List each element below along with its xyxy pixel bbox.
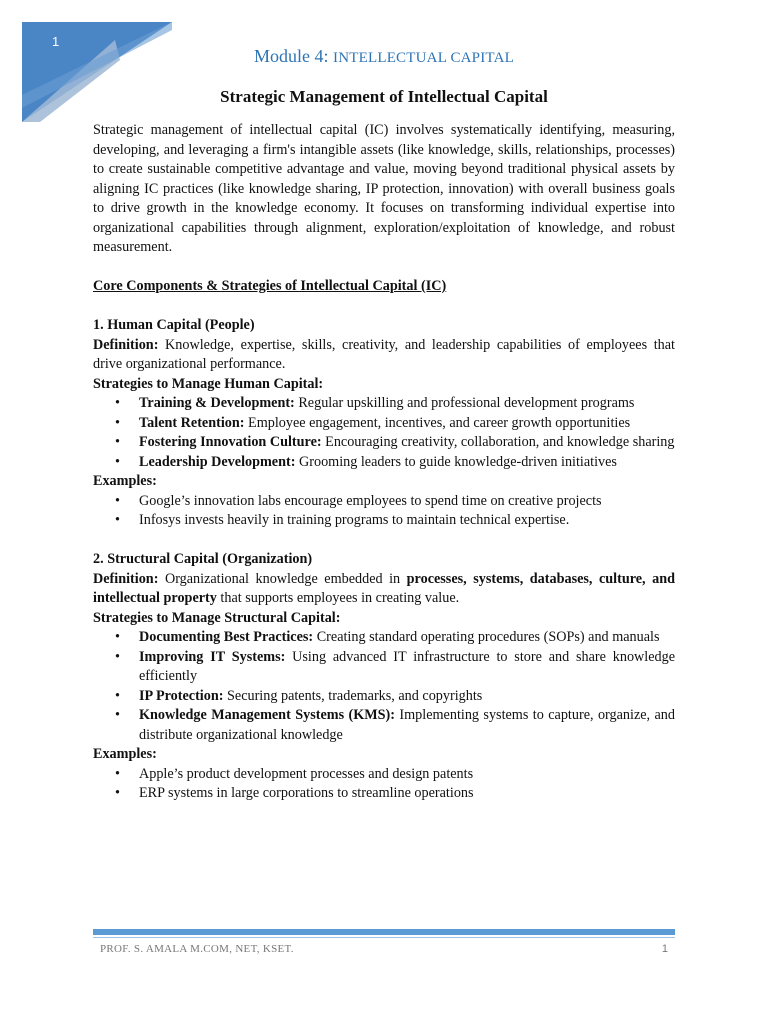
list-item (139, 433, 675, 453)
definition-text: Organizational knowledge embedded in (158, 570, 407, 587)
structural-examples-list (93, 765, 675, 804)
structural-capital-title: 2. Structural Capital (Organization) (93, 551, 313, 567)
strategy-text: Regular upskilling and professional development programs (294, 395, 635, 411)
human-capital-title: 1. Human Capital (People) (93, 317, 255, 333)
module-name: INTELLECTUAL CAPITAL (333, 50, 514, 66)
list-item (139, 394, 675, 414)
strategy-label: IP Protection: (139, 687, 224, 704)
strategy-label: Training & Development: (139, 395, 295, 411)
strategy-label: Improving IT Systems: (139, 648, 286, 665)
structural-strategies-title: Strategies to Manage Structural Capital: (93, 609, 341, 626)
list-item (139, 414, 675, 434)
list-item (139, 687, 675, 707)
strategy-text: Implementing systems to capture, organize, and distribute organizational knowledge (139, 707, 675, 743)
module-prefix: Module 4: (254, 46, 334, 66)
strategy-text: Grooming leaders to guide knowledge-driven initiatives (295, 453, 617, 470)
strategy-text: Creating standard operating procedures (SOPs) and manuals (313, 629, 660, 645)
definition-bold-text: processes, systems, databases, culture, and intellectual property (93, 570, 676, 606)
footer-bar (93, 929, 675, 935)
definition-text: Knowledge, expertise, skills, creativity, and leadership capabilities of employees that drive organizational performance. (93, 336, 675, 372)
human-examples-title: Examples: (93, 473, 157, 489)
strategy-label: Leadership Development: (139, 453, 296, 470)
core-components-heading: Core Components & Strategies of Intellectual Capital (IC) (93, 278, 447, 294)
footer-author: PROF. S. AMALA M.COM, NET, KSET. (100, 943, 294, 955)
definition-text: that supports employees in creating value. (216, 590, 460, 606)
structural-capital-definition (93, 570, 675, 609)
module-title (0, 46, 768, 67)
definition-label: Definition: (93, 336, 159, 353)
human-strategies-title: Strategies to Manage Human Capital: (93, 375, 324, 392)
list-item (139, 648, 675, 687)
intro-paragraph: Strategic management of intellectual capital (IC) involves systematically identifying, measuring, developing, and leveraging a firm's intangible assets (like knowledge, skills, relationships, processes) to create sustainable competitive advantage and value, moving beyond traditional physical assets by aligning IC practices (like knowledge sharing, IP protection, innovation) with overall business goals to drive growth in the knowledge economy. It focuses on transforming individual expertise into organizational capabilities through alignment, exploration/exploitation of knowledge, and robust measurement. (93, 122, 675, 255)
strategy-text: Encouraging creativity, collaboration, and knowledge sharing (321, 434, 675, 450)
human-strategies-list (93, 394, 675, 472)
list-item (139, 628, 675, 648)
strategy-label: Fostering Innovation Culture: (139, 434, 322, 450)
document-body (93, 121, 675, 804)
corner-page-number: 1 (52, 34, 60, 49)
list-item: • Apple’s product development processes and design patents (139, 765, 675, 785)
strategy-label: Talent Retention: (139, 414, 245, 431)
strategy-text: Employee engagement, incentives, and career growth opportunities (244, 414, 631, 431)
structural-examples-title: Examples: (93, 746, 157, 762)
footer-page-number: 1 (661, 943, 668, 955)
strategy-label: Knowledge Management Systems (KMS): (139, 707, 395, 723)
human-capital-definition (93, 336, 675, 375)
strategy-text: Securing patents, trademarks, and copyrights (223, 687, 483, 704)
definition-label: Definition: (93, 570, 159, 587)
footer-divider (93, 937, 675, 938)
list-item (139, 706, 675, 745)
human-examples-list (93, 492, 675, 531)
page-title: Strategic Management of Intellectual Capital (220, 87, 548, 106)
list-item: • ERP systems in large corporations to streamline operations (139, 784, 675, 804)
strategy-text: Using advanced IT infrastructure to store and share knowledge efficiently (139, 648, 676, 684)
list-item: • Infosys invests heavily in training programs to maintain technical expertise. (139, 511, 675, 531)
strategy-label: Documenting Best Practices: (139, 629, 314, 645)
structural-strategies-list (93, 628, 675, 745)
list-item: • Google’s innovation labs encourage employees to spend time on creative projects (139, 492, 675, 512)
list-item (139, 453, 675, 473)
